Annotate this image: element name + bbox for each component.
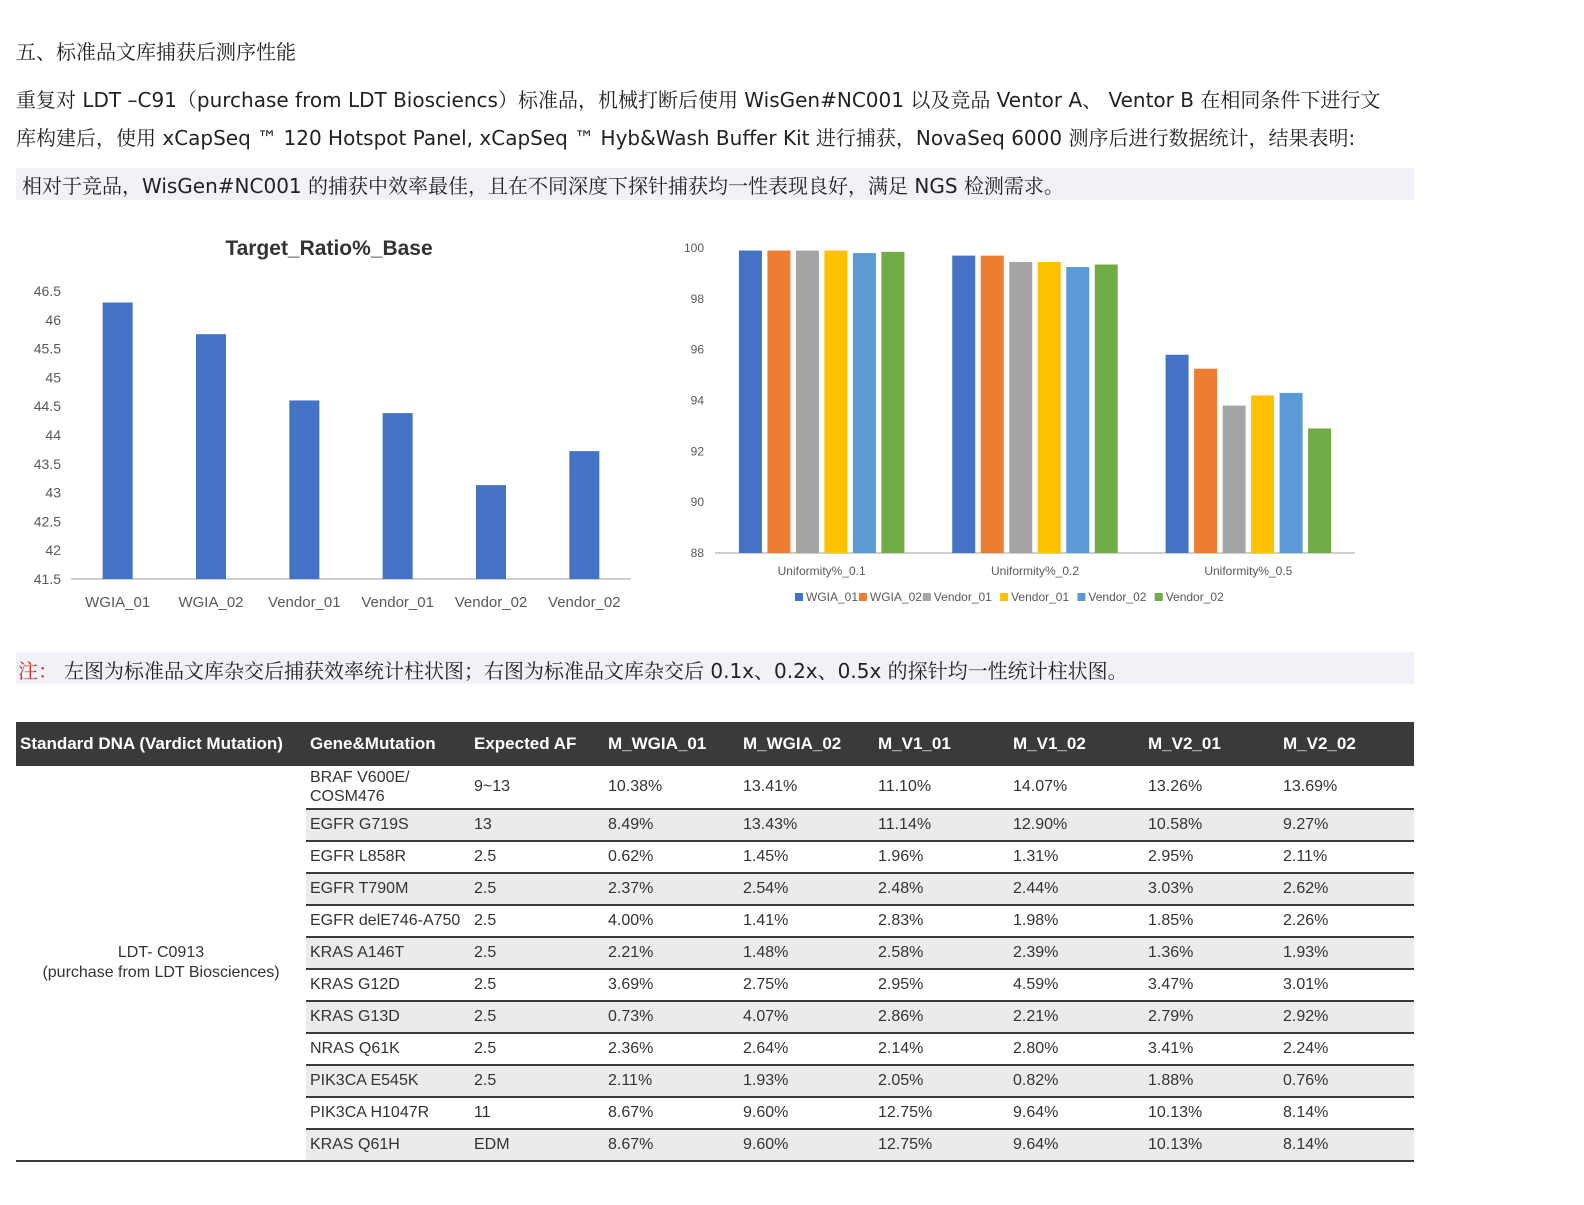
legend-swatch [795, 593, 803, 601]
af-value-cell: 13.43% [739, 809, 874, 841]
gene-mutation-cell: KRAS A146T [306, 937, 470, 969]
column-header: M_WGIA_01 [604, 722, 739, 766]
y-tick-label: 41.5 [33, 571, 61, 587]
af-value-cell: 10.38% [604, 766, 739, 809]
column-header: Gene&Mutation [306, 722, 470, 766]
af-value-cell: 3.03% [1144, 873, 1279, 905]
af-value-cell: 11.14% [874, 809, 1009, 841]
af-value-cell: 2.95% [1144, 841, 1279, 873]
column-header: Standard DNA (Vardict Mutation) [16, 722, 306, 766]
af-value-cell: 2.92% [1279, 1001, 1414, 1033]
af-value-cell: 10.13% [1144, 1097, 1279, 1129]
af-value-cell: 2.44% [1009, 873, 1144, 905]
af-value-cell: 2.75% [739, 969, 874, 1001]
y-tick-label: 44 [45, 427, 61, 443]
legend-swatch [859, 593, 867, 601]
bar [952, 256, 975, 553]
af-value-cell: 9.60% [739, 1097, 874, 1129]
gene-mutation-cell: EGFR delE746-A750 [306, 905, 470, 937]
af-value-cell: 12.90% [1009, 809, 1144, 841]
gene-mutation-cell: BRAF V600E/ COSM476 [306, 766, 470, 809]
af-value-cell: 1.45% [739, 841, 874, 873]
y-tick-label: 43 [45, 484, 61, 501]
y-tick-label: 46.5 [33, 283, 61, 299]
uniformity-chart [660, 225, 1370, 620]
bar [1223, 406, 1246, 553]
af-value-cell: 3.41% [1144, 1033, 1279, 1065]
standard-dna-cell [16, 766, 306, 1161]
gene-mutation-cell: KRAS G13D [306, 1001, 470, 1033]
bar [1194, 369, 1217, 553]
af-value-cell: 4.07% [739, 1001, 874, 1033]
y-tick-label: 90 [690, 495, 704, 510]
bar [1280, 393, 1303, 553]
af-value-cell: 2.95% [874, 969, 1009, 1001]
af-value-cell: 13.26% [1144, 766, 1279, 809]
af-value-cell: 1.36% [1144, 937, 1279, 969]
gene-mutation-cell: NRAS Q61K [306, 1033, 470, 1065]
af-value-cell: 3.69% [604, 969, 739, 1001]
x-tick-label: Uniformity%_0.1 [777, 564, 866, 578]
expected-af-cell: 13 [470, 809, 604, 841]
legend-label: Vendor_01 [933, 590, 992, 604]
legend-swatch [923, 593, 931, 601]
gene-mutation-cell: PIK3CA H1047R [306, 1097, 470, 1129]
af-value-cell: 0.73% [604, 1001, 739, 1033]
y-tick-label: 46 [45, 311, 61, 328]
af-value-cell: 2.11% [1279, 841, 1414, 873]
af-value-cell: 12.75% [874, 1097, 1009, 1129]
column-header: M_V2_01 [1144, 722, 1279, 766]
column-header: M_WGIA_02 [739, 722, 874, 766]
legend-label: Vendor_02 [1088, 590, 1147, 604]
bar [796, 251, 819, 553]
bar [853, 253, 876, 553]
conclusion-highlight [16, 168, 1414, 200]
af-value-cell: 2.26% [1279, 905, 1414, 937]
af-value-cell: 1.96% [874, 841, 1009, 873]
af-value-cell: 0.82% [1009, 1065, 1144, 1097]
figure-note [16, 652, 1414, 684]
af-value-cell: 9.64% [1009, 1097, 1144, 1129]
y-tick-label: 42 [45, 542, 61, 559]
af-value-cell: 2.79% [1144, 1001, 1279, 1033]
x-tick-label: Vendor_02 [548, 594, 621, 611]
bar [289, 400, 319, 579]
legend-label: Vendor_01 [1011, 590, 1070, 604]
af-value-cell: 4.00% [604, 905, 739, 937]
x-tick-label: WGIA_02 [178, 594, 244, 611]
standard-source: (purchase from LDT Biosciences) [42, 964, 280, 981]
gene-mutation-cell: EGFR L858R [306, 841, 470, 873]
bar [1251, 395, 1274, 553]
af-value-cell: 1.93% [1279, 937, 1414, 969]
af-value-cell: 0.62% [604, 841, 739, 873]
expected-af-cell: 2.5 [470, 873, 604, 905]
y-tick-label: 98 [690, 291, 704, 306]
target-ratio-chart [16, 225, 636, 620]
table-row [16, 766, 1414, 809]
bar [1308, 428, 1331, 553]
y-tick-label: 43.5 [33, 455, 61, 472]
bar [1038, 262, 1061, 553]
legend-label: WGIA_01 [806, 590, 859, 604]
af-value-cell: 10.13% [1144, 1129, 1279, 1161]
af-value-cell: 8.67% [604, 1097, 739, 1129]
af-value-cell: 2.14% [874, 1033, 1009, 1065]
af-value-cell: 2.21% [604, 937, 739, 969]
expected-af-cell: 2.5 [470, 1001, 604, 1033]
bar [1166, 355, 1189, 553]
bar [103, 303, 133, 579]
af-value-cell: 1.93% [739, 1065, 874, 1097]
bar [981, 256, 1004, 553]
y-tick-label: 94 [690, 393, 704, 408]
chart-title: Target_Ratio%_Base [225, 237, 433, 260]
y-tick-label: 92 [690, 444, 704, 459]
y-tick-label: 96 [690, 342, 704, 357]
af-value-cell: 14.07% [1009, 766, 1144, 809]
af-value-cell: 8.49% [604, 809, 739, 841]
column-header: M_V1_01 [874, 722, 1009, 766]
af-value-cell: 4.59% [1009, 969, 1144, 1001]
intro-paragraph-line1: 重复对 LDT –C91（purchase from LDT Biosciencs）标准品，机械打断后使用 WisGen#NC001 以及竞品 Ventor A、 Ventor B 在相同条件下进行文 [16, 88, 1381, 112]
y-tick-label: 44.5 [33, 398, 61, 415]
section-heading: 五、标准品文库捕获后测序性能 [16, 40, 296, 64]
af-value-cell: 1.88% [1144, 1065, 1279, 1097]
conclusion-text: 相对于竞品，WisGen#NC001 的捕获中效率最佳，且在不同深度下探针捕获均一性表现良好，满足 NGS 检测需求。 [22, 174, 1064, 198]
af-value-cell: 8.14% [1279, 1097, 1414, 1129]
legend-swatch [1077, 593, 1085, 601]
x-tick-label: Vendor_01 [268, 594, 341, 611]
af-value-cell: 11.10% [874, 766, 1009, 809]
af-value-cell: 2.05% [874, 1065, 1009, 1097]
af-value-cell: 2.80% [1009, 1033, 1144, 1065]
af-value-cell: 2.54% [739, 873, 874, 905]
mutation-af-table [16, 722, 1414, 1162]
af-value-cell: 1.85% [1144, 905, 1279, 937]
y-tick-label: 45 [45, 369, 61, 386]
column-header: M_V2_02 [1279, 722, 1414, 766]
bar [1066, 267, 1089, 553]
expected-af-cell: 2.5 [470, 841, 604, 873]
gene-mutation-cell: KRAS Q61H [306, 1129, 470, 1161]
bar [1009, 262, 1032, 553]
bar [1095, 265, 1118, 553]
af-value-cell: 2.48% [874, 873, 1009, 905]
intro-paragraph-line2: 库构建后，使用 xCapSeq ™ 120 Hotspot Panel, xCapSeq ™ Hyb&Wash Buffer Kit 进行捕获，NovaSeq 6000 测序后进行数据统计，结果表明: [16, 126, 1356, 150]
af-value-cell: 3.47% [1144, 969, 1279, 1001]
af-value-cell: 2.36% [604, 1033, 739, 1065]
bar [824, 251, 847, 553]
x-tick-label: Vendor_01 [361, 594, 434, 611]
af-value-cell: 1.31% [1009, 841, 1144, 873]
af-value-cell: 9.27% [1279, 809, 1414, 841]
af-value-cell: 13.41% [739, 766, 874, 809]
y-tick-label: 42.5 [33, 513, 61, 530]
af-value-cell: 8.67% [604, 1129, 739, 1161]
af-value-cell: 9.60% [739, 1129, 874, 1161]
af-value-cell: 3.01% [1279, 969, 1414, 1001]
af-value-cell: 2.37% [604, 873, 739, 905]
af-value-cell: 2.24% [1279, 1033, 1414, 1065]
af-value-cell: 9.64% [1009, 1129, 1144, 1161]
af-value-cell: 1.98% [1009, 905, 1144, 937]
x-tick-label: Uniformity%_0.5 [1204, 564, 1293, 578]
x-tick-label: WGIA_01 [85, 594, 151, 611]
expected-af-cell: 2.5 [470, 1033, 604, 1065]
af-value-cell: 1.41% [739, 905, 874, 937]
af-value-cell: 10.58% [1144, 809, 1279, 841]
legend-label: WGIA_02 [869, 590, 922, 604]
bar [196, 334, 226, 579]
af-value-cell: 8.14% [1279, 1129, 1414, 1161]
y-tick-label: 88 [690, 546, 704, 560]
bar [767, 251, 790, 553]
legend-swatch [1155, 593, 1163, 601]
x-tick-label: Vendor_02 [454, 594, 528, 611]
gene-mutation-cell: EGFR G719S [306, 809, 470, 841]
y-tick-label: 45.5 [33, 340, 61, 357]
af-value-cell: 2.83% [874, 905, 1009, 937]
gene-mutation-cell: KRAS G12D [306, 969, 470, 1001]
expected-af-cell: 2.5 [470, 905, 604, 937]
bar [569, 451, 599, 579]
bar [739, 251, 762, 553]
gene-mutation-cell: EGFR T790M [306, 873, 470, 905]
expected-af-cell: 9~13 [470, 766, 604, 809]
note-label: 注： [18, 659, 58, 683]
expected-af-cell: EDM [470, 1129, 604, 1161]
legend-label: Vendor_02 [1165, 590, 1224, 604]
note-text: 左图为标准品文库杂交后捕获效率统计柱状图；右图为标准品文库杂交后 0.1x、0.2x、0.5x 的探针均一性统计柱状图。 [64, 659, 1128, 683]
gene-mutation-cell: PIK3CA E545K [306, 1065, 470, 1097]
table-header-row [16, 722, 1414, 766]
expected-af-cell: 2.5 [470, 1065, 604, 1097]
af-value-cell: 2.39% [1009, 937, 1144, 969]
bar [383, 413, 413, 579]
af-value-cell: 12.75% [874, 1129, 1009, 1161]
expected-af-cell: 2.5 [470, 969, 604, 1001]
expected-af-cell: 2.5 [470, 937, 604, 969]
af-value-cell: 2.86% [874, 1001, 1009, 1033]
af-value-cell: 2.58% [874, 937, 1009, 969]
bar [881, 252, 904, 553]
af-value-cell: 2.62% [1279, 873, 1414, 905]
af-value-cell: 0.76% [1279, 1065, 1414, 1097]
legend-swatch [1000, 593, 1008, 601]
bar [476, 485, 506, 579]
standard-name: LDT- C0913 [117, 944, 205, 961]
af-value-cell: 13.69% [1279, 766, 1414, 809]
expected-af-cell: 11 [470, 1097, 604, 1129]
y-tick-label: 100 [683, 241, 704, 255]
x-tick-label: Uniformity%_0.2 [990, 564, 1080, 578]
af-value-cell: 2.64% [739, 1033, 874, 1065]
column-header: Expected AF [470, 722, 604, 766]
af-value-cell: 2.11% [604, 1065, 739, 1097]
column-header: M_V1_02 [1009, 722, 1144, 766]
af-value-cell: 2.21% [1009, 1001, 1144, 1033]
af-value-cell: 1.48% [739, 937, 874, 969]
